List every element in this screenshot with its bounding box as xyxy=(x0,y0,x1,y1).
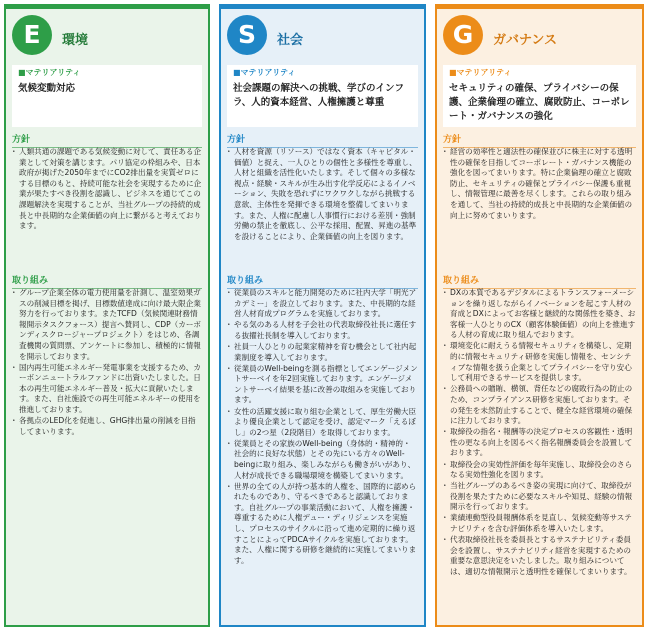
action-item: ・ グループ企業全体の電力使用量を計測し、温室効果ガスの削減目標を掲げ、目標数値達成に向け最大限企業努力を行っております。またTCFD（気候関連財務情報開示タスクフォース）提言へ賛同し、CDP（カーボンディスクロージャープロジェクト）をはじめ、各調査機関の質問票、アンケートに参加し、積極的に情報を開示しております。 xyxy=(12,288,202,362)
column-environment xyxy=(4,4,210,627)
actions-body xyxy=(227,288,418,621)
letter-badge-g: G xyxy=(443,15,483,55)
materiality-box xyxy=(12,65,202,127)
column-title: 社会 xyxy=(277,33,304,48)
action-item: ・ 環境変化に耐えうる情報セキュリティを構築し、定期的に情報セキュリティ研修を実施し情報を、センシティブな情報を扱う企業としてプライバシーを守り安心して利用できるサービスを提供します。 xyxy=(443,341,636,383)
action-item: ・ 当社グループのあるべき姿の実現に向けて、取締役が役割を果たすために必要なスキルや知見、経験の情報開示を行っております。 xyxy=(443,481,636,513)
column-header xyxy=(221,9,424,65)
materiality-label: ■マテリアリティ xyxy=(233,68,296,77)
column-title: 環境 xyxy=(62,33,89,48)
policy-body xyxy=(12,147,202,265)
materiality-text: セキュリティの確保、プライバシーの保護、企業倫理の確立、腐敗防止、コーポレート・ガバナンスの強化 xyxy=(449,83,630,122)
action-item: ・ 社員一人ひとりの起業家精神を育む機会として社内起業制度を導入しております。 xyxy=(227,342,418,363)
policy-heading: 方針 xyxy=(12,132,202,148)
action-item: ・ 国内再生可能エネルギー発電事業を支援するため、カーボンニュートラルファンドに出資いたしました。日本の再生可能エネルギー普及・拡大に貢献いたします。また、自社施設での再生可能エネルギーの使用を推進しております。 xyxy=(12,363,202,416)
letter-badge-e: E xyxy=(12,15,52,55)
action-item: ・ 代表取締役社長を委員長とするサステナビリティ委員会を設置し、サステナビリティ経営を実現するための重要な意思決定をいたしました。取り組みについては、適切な情報開示と透明性を確保してまいります。 xyxy=(443,535,636,577)
actions-body xyxy=(443,288,636,621)
policy-heading: 方針 xyxy=(443,132,636,148)
actions-heading: 取り組み xyxy=(227,273,418,289)
action-item: ・ 各拠点のLED化を促進し、GHG排出量の削減を目指してまいります。 xyxy=(12,416,202,437)
column-governance xyxy=(435,4,644,627)
column-title: ガバナンス xyxy=(493,33,557,48)
policy-item: ・ 人材を資源（リソース）ではなく資本（キャピタル・価値）と捉え、一人ひとりの個性と多様性を尊重し、人材と組織を活性化いたします。そして個々の多様な視点・経験・スキルが生み出す化学反応によるイノベーション、失敗を恐れずにワクワクしながら挑戦する意欲、主体性を発揮できる環境を整備してまいります。また、人権に配慮し人事慣行における差別・強制労働の禁止を徹底し、公平な採用、配置、昇進の基準を設けることにより、企業価値の向上を図ります。 xyxy=(227,147,418,242)
action-item: ・ DXの本質であるデジタルによるトランスフォーメーションを繰り返しながらイノベーションを起こす人材の育成とDXによってお客様と継続的な関係性を築き、お客様一人ひとりのCX（顧客体験価値）の向上を推進する人材の育成に取り組んでおります。 xyxy=(443,288,636,341)
action-item: ・ 業績連動型役員報酬体系を見直し、気候変動等サステナビリティを含む評価体系を導入いたします。 xyxy=(443,513,636,534)
action-item: ・ 従業員のスキルと能力開発のために社内大学「明光アカデミー」を設立しております。また、中長期的な経営人材育成プログラムを実施しております。 xyxy=(227,288,418,320)
actions-heading: 取り組み xyxy=(443,273,636,289)
materiality-text: 気候変動対応 xyxy=(18,83,76,94)
policy-item: ・ 経営の効率性と適法性の確保並びに株主に対する透明性の確保を目指してコーポレート・ガバナンス機能の強化を図ってまいります。特に企業倫理の確立と腐敗防止、セキュリティの確保とプライバシー保護も重視し、情報管理に最善を尽くします。これらの取り組みを通して、当社の持続的成長と中長期的な企業価値の向上に努めてまいります。 xyxy=(443,147,636,221)
column-header xyxy=(6,9,208,65)
action-item: ・ やる気のある人材を子会社の代表取締役社長に選任する抜擢社長制を導入しております。 xyxy=(227,320,418,341)
actions-heading: 取り組み xyxy=(12,273,202,289)
column-social xyxy=(219,4,426,627)
action-item: ・ 女性の活躍支援に取り組む企業として、厚生労働大臣より優良企業として認定を受け、認定マーク「えるぼし」の2つ星（2段階目）を取得しております。 xyxy=(227,407,418,439)
actions-body xyxy=(12,288,202,621)
action-item: ・ 従業員のWell-beingを測る指標としてエンゲージメントサーベイを年2回実施しております。エンゲージメントサーベイ結果を基に改善の取組みを実施しております。 xyxy=(227,364,418,406)
column-header xyxy=(437,9,642,65)
materiality-box xyxy=(227,65,418,127)
letter-badge-s: S xyxy=(227,15,267,55)
action-item: ・ 公務員への贈賄、横領、背任などの腐敗行為の防止のため、コンプライアンス研修を実施しております。その発生を未然防止することで、健全な経営環境の確保に注力しております。 xyxy=(443,384,636,426)
action-item: ・ 取締役の指名・報酬等の決定プロセスの客観性・透明性の更なる向上を図るべく指名報酬委員会を設置しております。 xyxy=(443,427,636,459)
materiality-text: 社会課題の解決への挑戦、学びのインフラ、人的資本経営、人権擁護と尊重 xyxy=(233,83,405,108)
action-item: ・ 取締役会の実効性評価を毎年実施し、取締役会のさらなる実効性強化を図ります。 xyxy=(443,460,636,481)
materiality-label: ■マテリアリティ xyxy=(449,68,512,77)
materiality-box xyxy=(443,65,636,127)
materiality-label: ■マテリアリティ xyxy=(18,68,81,77)
policy-body xyxy=(443,147,636,265)
policy-heading: 方針 xyxy=(227,132,418,148)
action-item: ・ 世界の全ての人が持つ基本的人権を、国際的に認められたものであり、守るべきであると認識しております。自社グループの事業活動において、人権を擁護・尊重するために人権デュー・ディリジェンスを実施し、プロセスのサイクルに沿って進め定期的に繰り返すことによってPDCAサイクルを実施しております。また、人権に関する研修を継続的に実施してまいります。 xyxy=(227,482,418,567)
policy-body xyxy=(227,147,418,265)
policy-item: ・ 人類共通の課題である気候変動に対して、責任ある企業として対策を講じます。パリ協定の枠組みや、日本政府が掲げた2050年までにCO2排出量を実質ゼロにする目標のもと、持続可能な社会を実現するために企業が果たすべき役割を認識し、ビジネスを通じてこの課題解決を実現することが、当社グループの持続的成長と中長期的な企業価値の向上に繋がると考えております。 xyxy=(12,147,202,232)
action-item: ・ 従業員とその家族のWell-being（身体的・精神的・社会的に良好な状態）とその先にいる方々のWell-beingに取り組み、楽しみながらも働きがいがあり、人材が成長できる職場環境を構築してまいります。 xyxy=(227,439,418,481)
